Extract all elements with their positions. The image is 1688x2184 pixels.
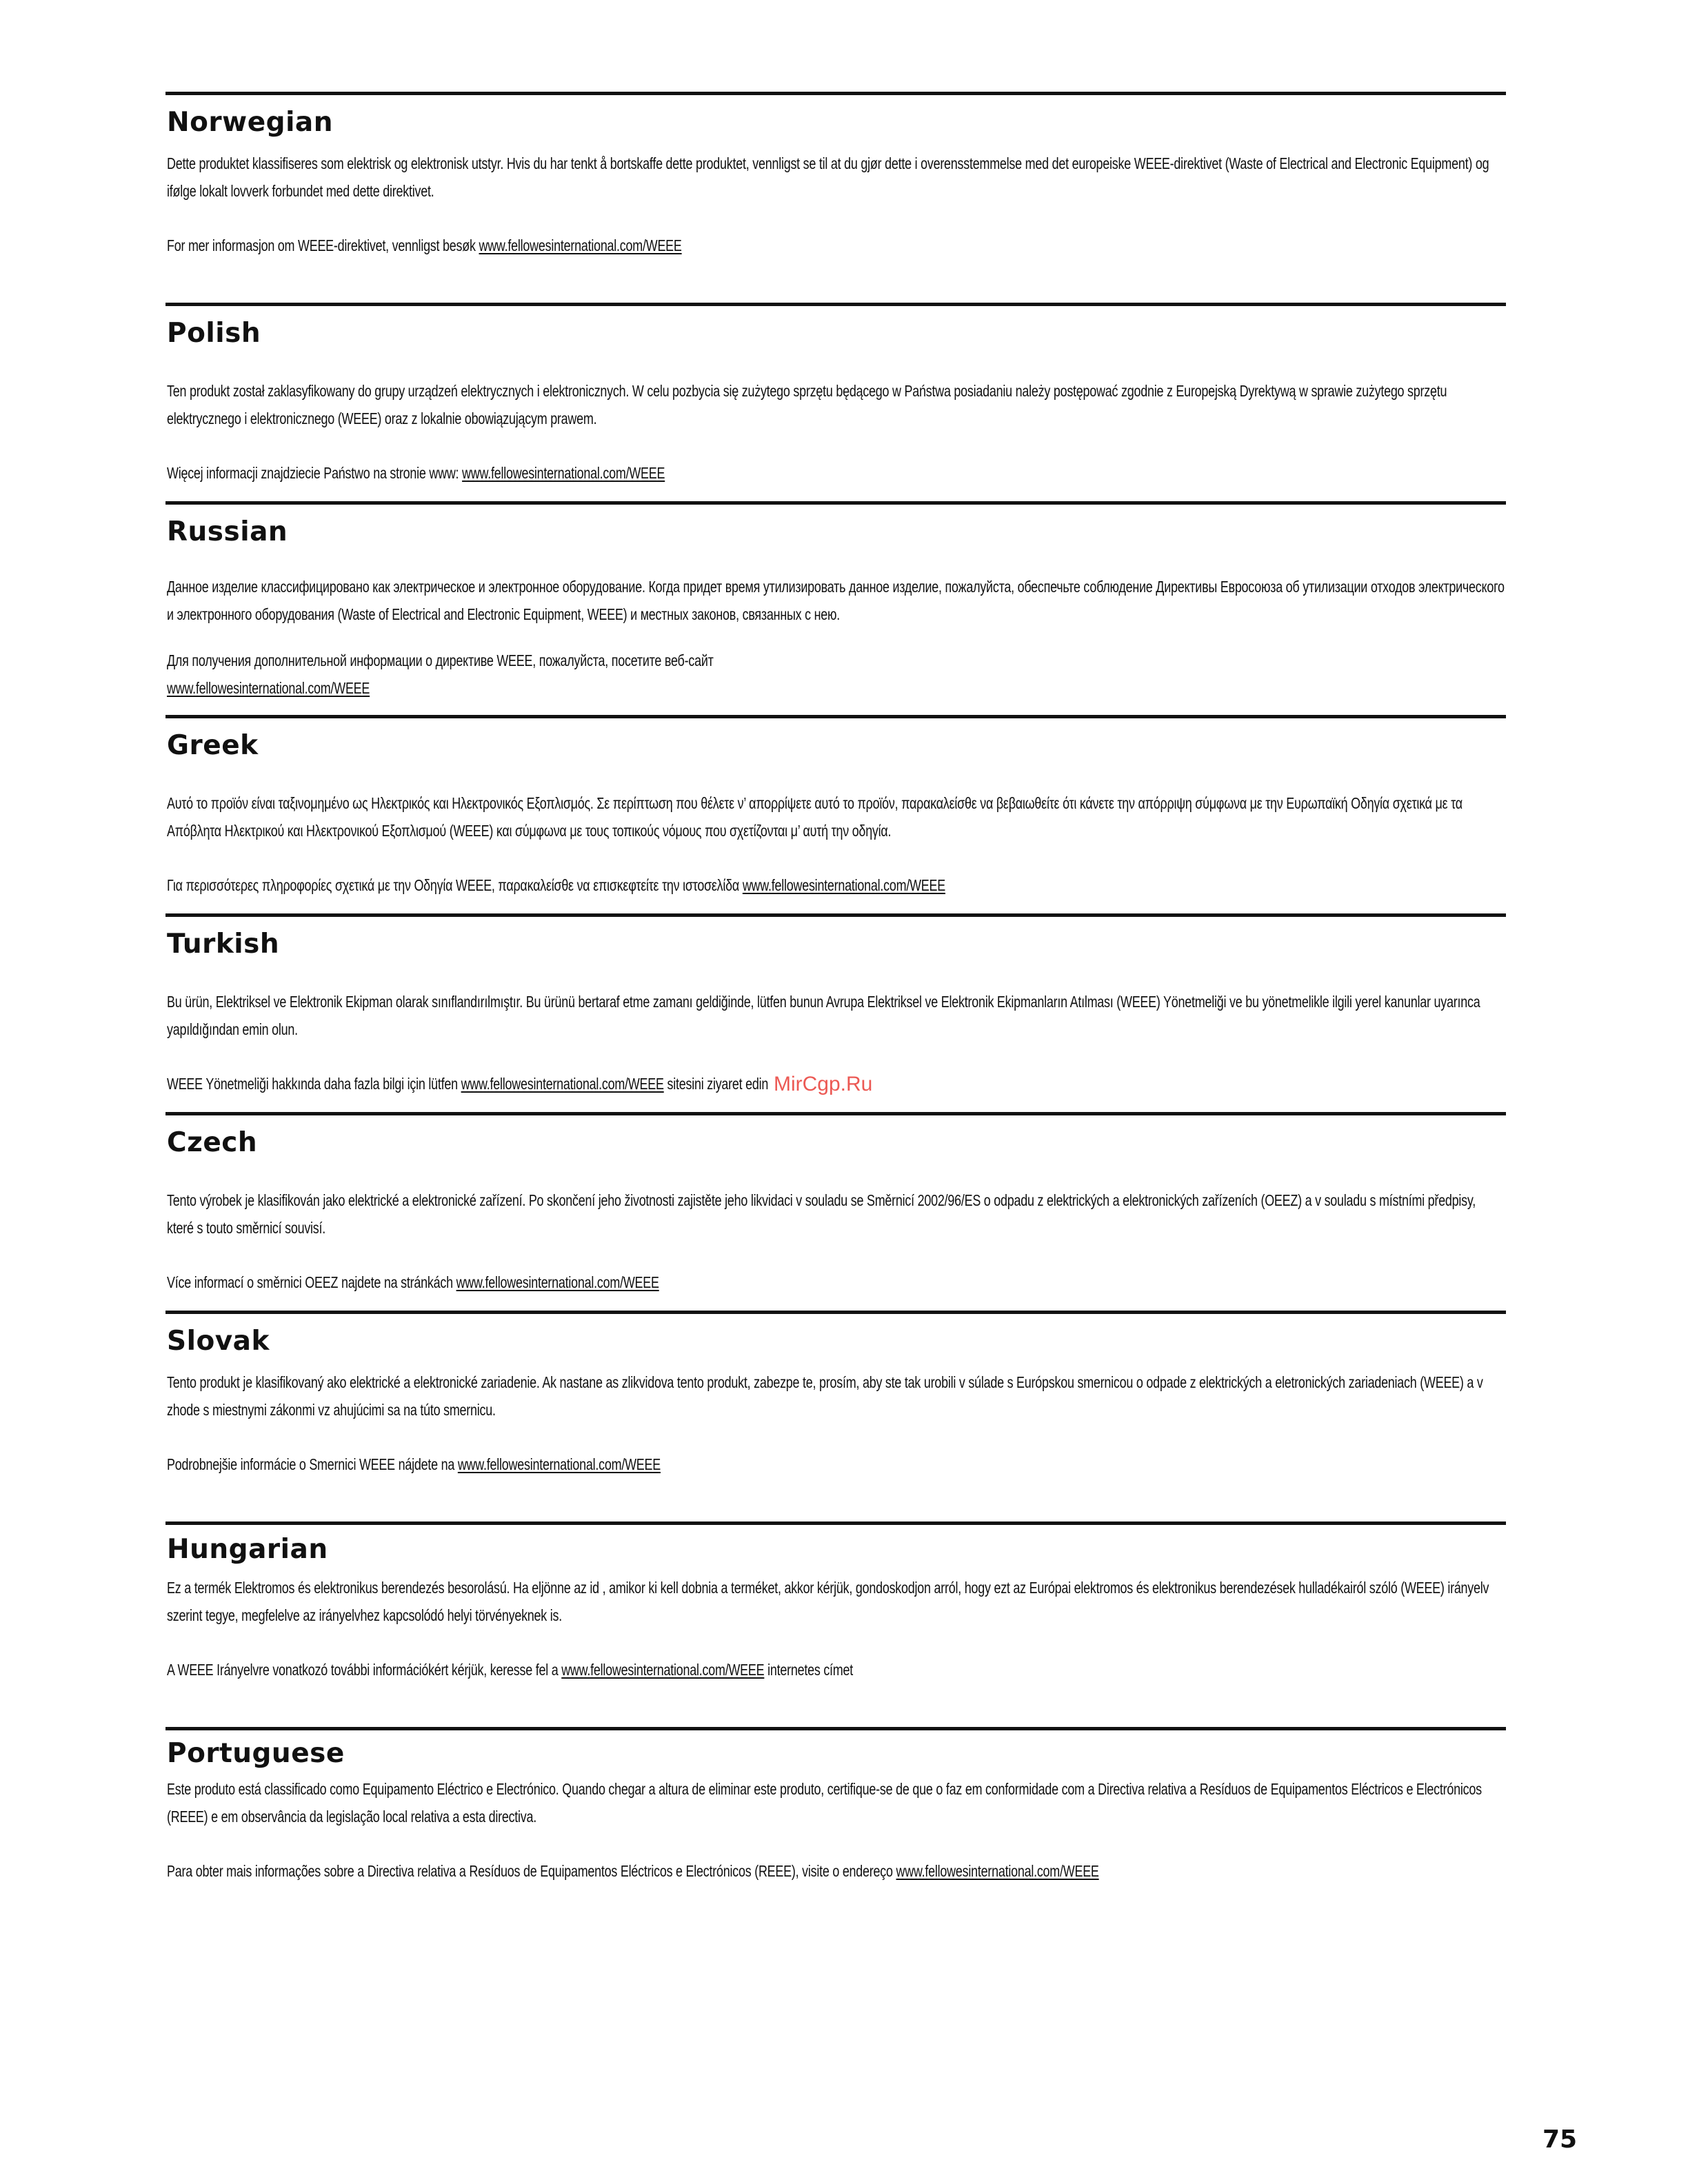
weee-link[interactable]: www.fellowesinternational.com/WEEE [461,1075,664,1093]
more-info-text: Para obter mais informações sobre a Directiva relativa a Resíduos de Equipamentos Eléctricos e Electrónicos (REEE), visite o endereço [167,1862,896,1880]
section-more-info [167,1450,1505,1478]
more-info-text: WEEE Yönetmeliği hakkında daha fazla bilgi için lütfen [167,1075,461,1093]
section-more-info [167,459,1505,487]
section-body: Tento výrobek je klasifikován jako elektrické a elektronické zařízení. Po skončení jeho životnosti zajistěte jeho likvidaci v souladu se Směrnicí 2002/96/ES o odpadu z elektrických a elektronických zařízeních (OEEZ) a v souladu s místními předpisy, které s touto směrnicí souvisí. [167,1191,1476,1237]
page-number: 75 [1543,2125,1578,2154]
more-info-text: A WEEE Irányelvre vonatkozó további információkért kérjük, keresse fel a [167,1661,562,1679]
section-body: Ten produkt został zaklasyfikowany do grupy urządzeń elektrycznych i elektronicznych. W celu pozbycia się zużytego sprzętu będącego w Państwa posiadaniu należy postępować zgodnie z Europejską Dyrektywą w sprawie zużytego sprzętu elektrycznego i elektronicznego (WEEE) oraz z lokalnie obowiązującym prawem. [167,382,1447,427]
more-info-suffix: sitesini ziyaret edin [663,1075,769,1093]
section-heading: Greek [167,730,259,761]
section-more-info [167,1268,1505,1296]
section-divider [165,92,1506,95]
section-body: Αυτό το προϊόν είναι ταξινομημένο ως Ηλεκτρικός και Ηλεκτρονικός Εξοπλισμός. Σε περίπτωση που θέλετε ν’ απορρίψετε αυτό το προϊόν, παρακαλείσθε να βεβαιωθείτε ότι κάνετε την απόρριψη σύμφωνα με την Ευρωπαϊκή Οδηγία σχετικά με τα Απόβλητα Ηλεκτρικού και Ηλεκτρονικού Εξοπλισμού (WEEE) και σύμφωνα με τους τοπικούς νόμους που σχετίζονται μ’ αυτή την οδηγία. [167,794,1463,840]
section-divider [165,303,1506,306]
section-body: Ez a termék Elektromos és elektronikus berendezés besorolású. Ha eljönne az id , amikor ki kell dobnia a terméket, akkor kérjük, gondoskodjon arról, hogy ezt az Európai elektromos és elektronikus berendezések hulladékairól szóló (WEEE) irányelv szerint tegye, megfelelve az irányelvhez kapcsolódó helyi törvényeknek is. [167,1579,1489,1624]
section-more-info [167,1857,1505,1885]
more-info-text: Więcej informacji znajdziecie Państwo na stronie www: [167,464,463,482]
weee-link[interactable]: www.fellowesinternational.com/WEEE [561,1661,765,1679]
section-divider [165,1112,1506,1115]
section-heading: Norwegian [167,107,334,138]
weee-link[interactable]: www.fellowesinternational.com/WEEE [167,679,370,697]
section-divider [165,501,1506,505]
section-divider [165,1727,1506,1730]
section-body: Este produto está classificado como Equipamento Eléctrico e Electrónico. Quando chegar a altura de eliminar este produto, certifique-se de que o faz em conformidade com a Directiva relativa a Resíduos de Equipamentos Eléctricos e Electrónicos (REEE) e em observância da legislação local relativa a esta directiva. [167,1780,1482,1826]
section-heading: Turkish [167,929,280,960]
section-more-info [167,1656,1505,1684]
watermark: MirCgp.Ru [774,1073,873,1095]
section-divider [165,913,1506,917]
section-more-info [167,232,1505,259]
section-heading: Hungarian [167,1534,328,1565]
section-divider [165,715,1506,718]
section-body: Данное изделие классифицировано как электрическое и электронное оборудование. Когда придет время утилизировать данное изделие, пожалуйста, обеспечьте соблюдение Директивы Евросоюза об утилизации отходов электрического и электронного оборудования (Waste of Electrical and Electronic Equipment, WEEE) и местных законов, связанных с нею. [167,578,1505,623]
more-info-text: Více informací o směrnici OEEZ najdete na stránkách [167,1273,456,1291]
weee-link[interactable]: www.fellowesinternational.com/WEEE [896,1862,1099,1880]
weee-link[interactable]: www.fellowesinternational.com/WEEE [456,1273,659,1291]
section-more-info [167,871,1505,899]
section-more-info [167,647,1505,702]
weee-link[interactable]: www.fellowesinternational.com/WEEE [457,1455,661,1473]
section-body: Bu ürün, Elektriksel ve Elektronik Ekipman olarak sınıflandırılmıştır. Bu ürünü bertaraf etme zamanı geldiğinde, lütfen bunun Avrupa Elektriksel ve Elektronik Ekipmanların Atılması (WEEE) Yönetmeliği ve bu yönetmelikle ilgili yerel kanunlar uyarınca yapıldığından emin olun. [167,993,1480,1038]
section-heading: Russian [167,516,288,547]
weee-link[interactable]: www.fellowesinternational.com/WEEE [462,464,665,482]
section-heading: Czech [167,1127,258,1158]
section-heading: Slovak [167,1326,270,1357]
more-info-suffix: internetes címet [764,1661,854,1679]
more-info-text: Podrobnejšie informácie o Smernici WEEE nájdete na [167,1455,458,1473]
weee-link[interactable]: www.fellowesinternational.com/WEEE [479,236,682,254]
more-info-text: Для получения дополнительной информации о директиве WEEE, пожалуйста, посетите веб-сайт [167,651,714,669]
weee-link[interactable]: www.fellowesinternational.com/WEEE [742,876,945,894]
section-body: Tento produkt je klasifikovaný ako elektrické a elektronické zariadenie. Ak nastane as zlikvidova tento produkt, zabezpe te, prosím, aby ste tak urobili v súlade s Európskou smernicou o odpade z elektrických a eletronických zariadeniach (WEEE) a v zhode s miestnymi zákonmi vz ahujúcimi sa na túto smernicu. [167,1373,1483,1419]
section-divider [165,1521,1506,1525]
section-body: Dette produktet klassifiseres som elektrisk og elektronisk utstyr. Hvis du har tenkt å bortskaffe dette produktet, vennligst se til at du gjør dette i overensstemmelse med det europeiske WEEE-direktivet (Waste of Electrical and Electronic Equipment) og ifølge lokalt lovverk forbundet med dette direktivet. [167,154,1489,200]
more-info-text: For mer informasjon om WEEE-direktivet, vennligst besøk [167,236,479,254]
section-heading: Polish [167,318,261,349]
section-heading: Portuguese [167,1738,345,1769]
section-divider [165,1311,1506,1314]
more-info-text: Για περισσότερες πληροφορίες σχετικά με την Οδηγία WEEE, παρακαλείσθε να επισκεφτείτε την ιστοσελίδα [167,876,743,894]
